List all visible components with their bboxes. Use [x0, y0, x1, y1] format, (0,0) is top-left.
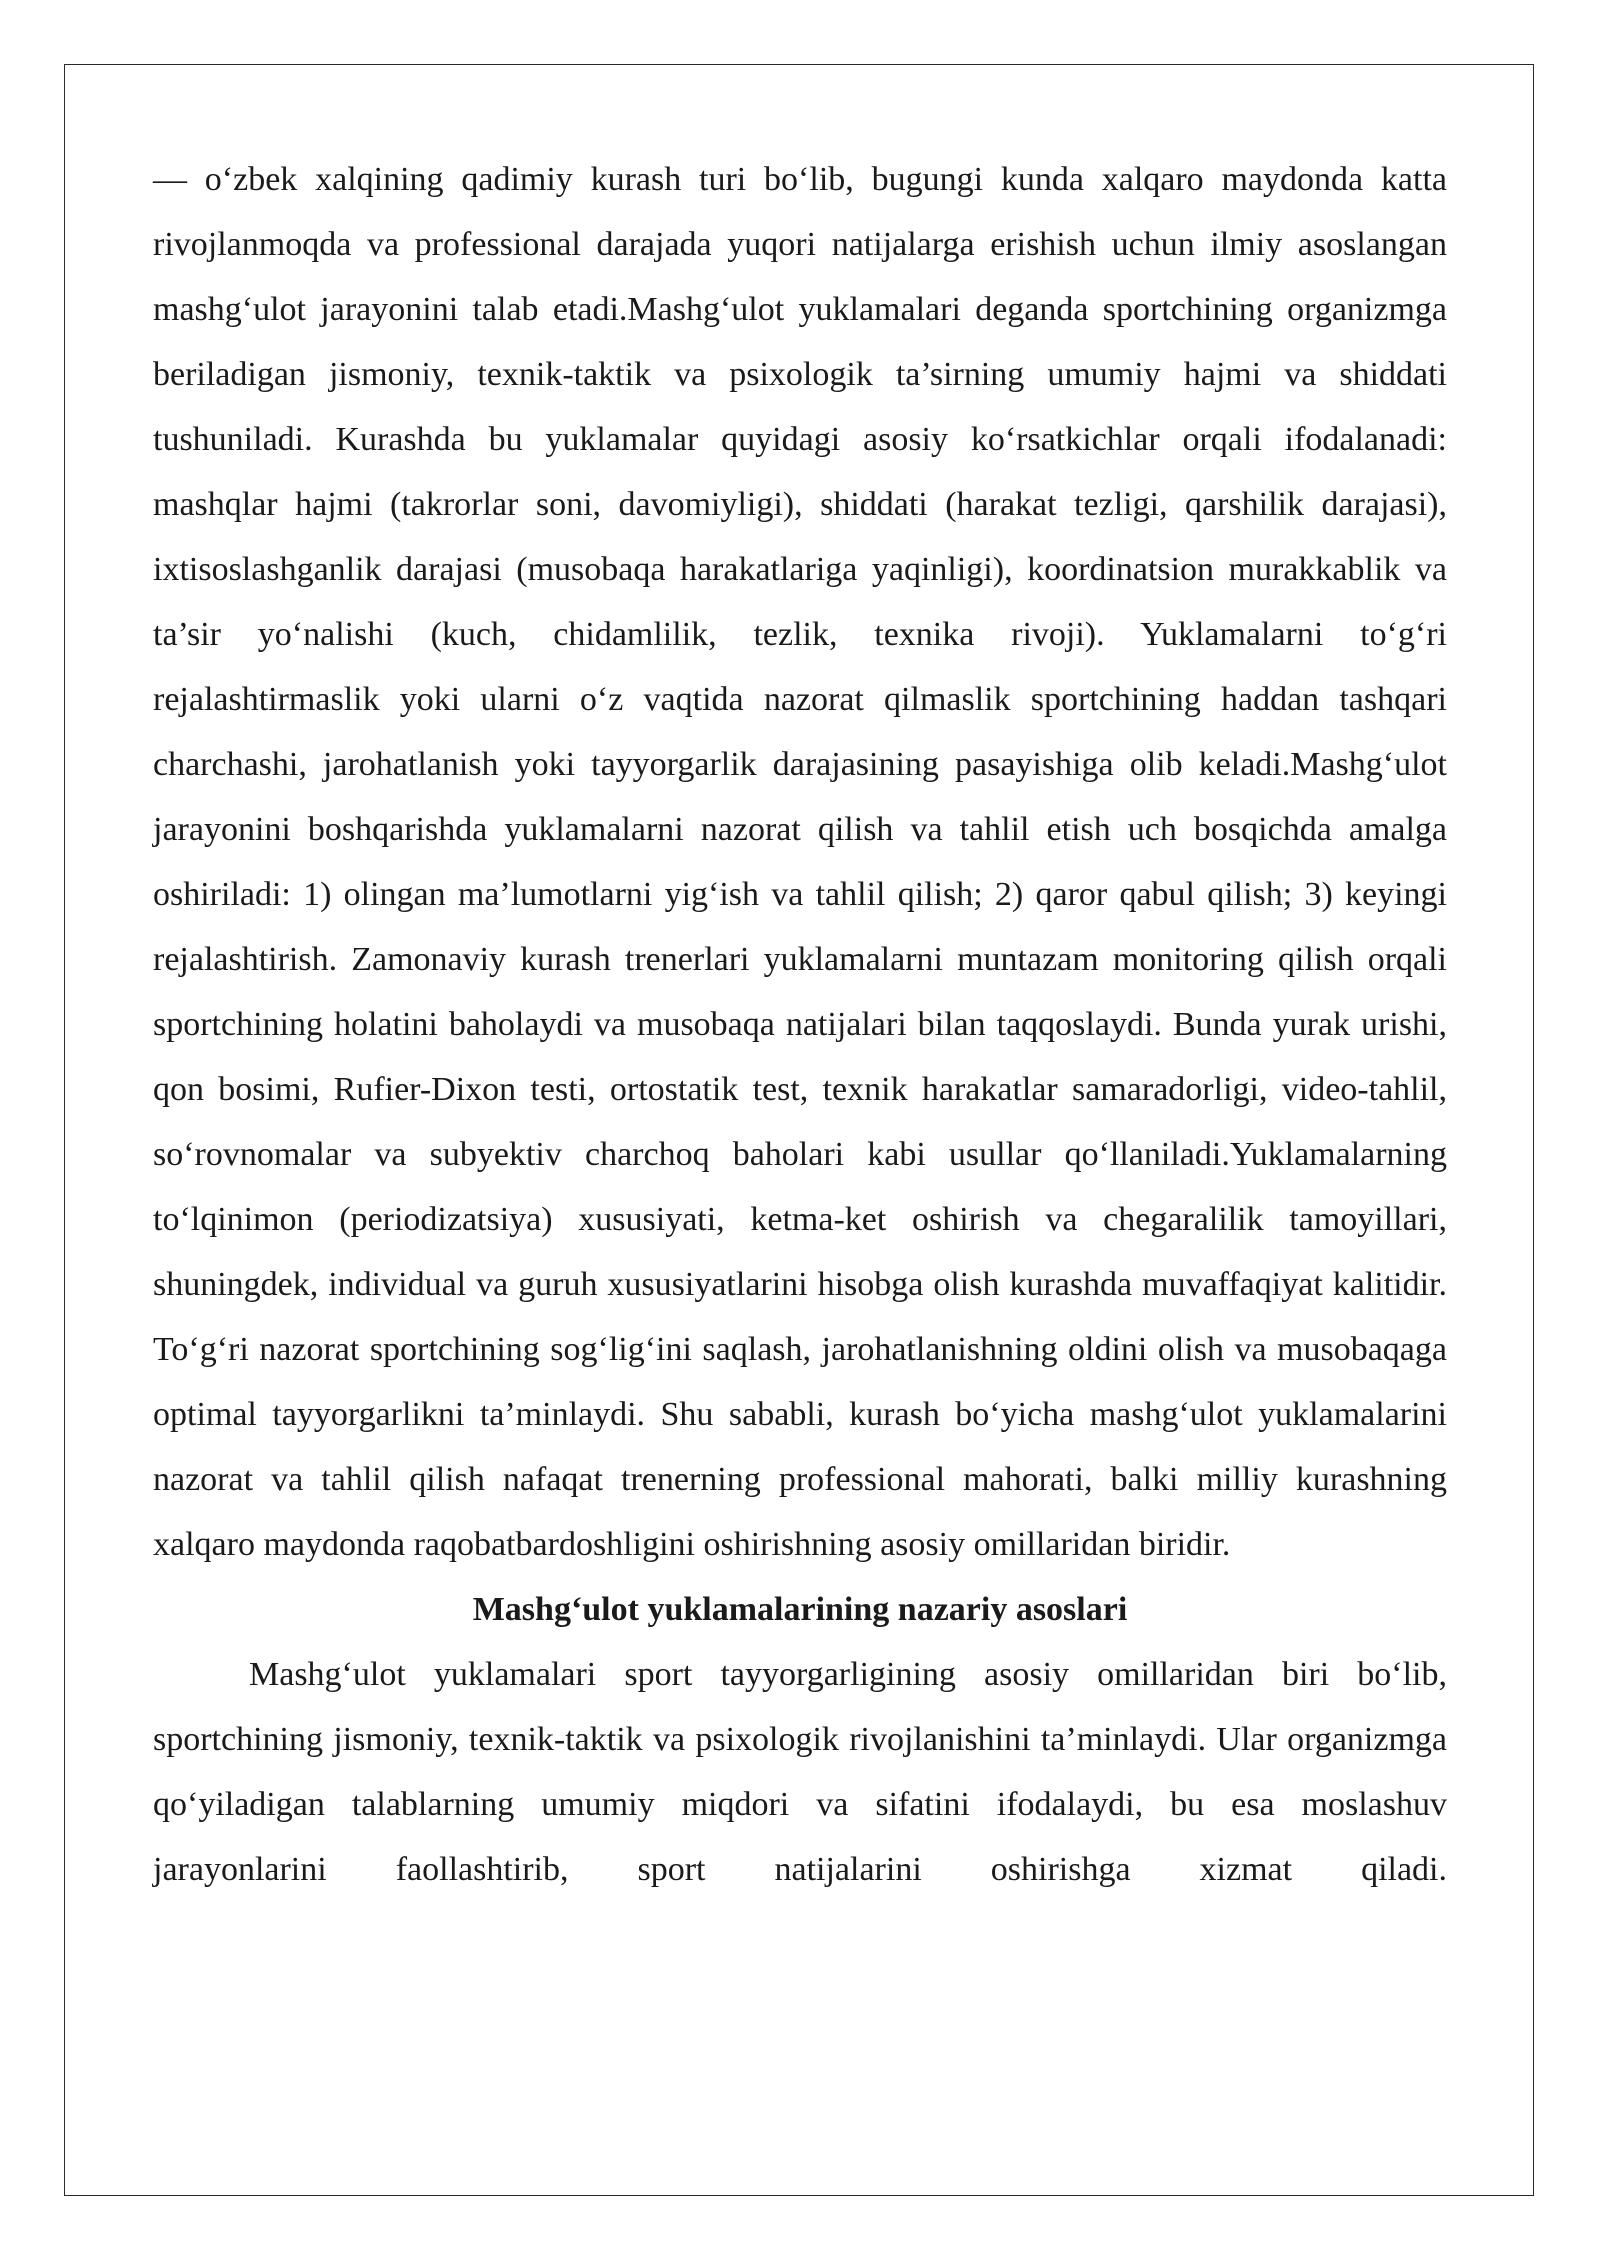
section-heading: Mashg‘ulot yuklamalarining nazariy asoslari	[472, 1591, 1128, 1628]
body-paragraph-1: — o‘zbek xalqining qadimiy kurash turi bo‘lib, bugungi kunda xalqaro maydonda katta rivojlanmoqda va professional darajada yuqori natijalarga erishish uchun ilmiy asoslangan mashg‘ulot jarayonini talab etadi.Mashg‘ulot yuklamalari deganda sportchining organizmga beriladigan jismoniy, texnik-taktik va psixologik ta’sirning umumiy hajmi va shiddati tushuniladi. Kurashda bu yuklamalar quyidagi asosiy ko‘rsatkichlar orqali ifodalanadi: mashqlar hajmi (takrorlar soni, davomiyligi), shiddati (harakat tezligi, qarshilik darajasi), ixtisoslashganlik darajasi (musobaqa harakatlariga yaqinligi), koordinatsion murakkablik va ta’sir yo‘nalishi (kuch, chidamlilik, tezlik, texnika rivoji). Yuklamalarni to‘g‘ri rejalashtirmaslik yoki ularni o‘z vaqtida nazorat qilmaslik sportchining haddan tashqari charchashi, jarohatlanish yoki tayyorgarlik darajasining pasayishiga olib keladi.Mashg‘ulot jarayonini boshqarishda yuklamalarni nazorat qilish va tahlil etish uch bosqichda amalga oshiriladi: 1) olingan ma’lumotlarni yig‘ish va tahlil qilish; 2) qaror qabul qilish; 3) keyingi rejalashtirish. Zamonaviy kurash trenerlari yuklamalarni muntazam monitoring qilish orqali sportchining holatini baholaydi va musobaqa natijalari bilan taqqoslaydi. Bunda yurak urishi, qon bosimi, Rufier-Dixon testi, ortostatik test, texnik harakatlar samaradorligi, video-tahlil, so‘rovnomalar va subyektiv charchoq baholari kabi usullar qo‘llaniladi.Yuklamalarning to‘lqinimon (periodizatsiya) xususiyati, ketma-ket oshirish va chegaralilik tamoyillari, shuningdek, individual va guruh xususiyatlarini hisobga olish kurashda muvaffaqiyat kalitidir. To‘g‘ri nazorat sportchining sog‘lig‘ini saqlash, jarohatlanishning oldini olish va musobaqaga optimal tayyorgarlikni ta’minlaydi. Shu sababli, kurash bo‘yicha mashg‘ulot yuklamalarini nazorat va tahlil qilish nafaqat trenerning professional mahorati, balki milliy kurashning xalqaro maydonda raqobatbardoshligini oshirishning asosiy omillaridan biridir.	[153, 161, 1447, 1563]
body-paragraph-2: Mashg‘ulot yuklamalari sport tayyorgarligining asosiy omillaridan biri bo‘lib, sportchining jismoniy, texnik-taktik va psixologik rivojlanishini ta’minlaydi. Ular organizmga qo‘yiladigan talablarning umumiy miqdori va sifatini ifodalaydi, bu esa moslashuv jarayonlarini faollashtirib, sport natijalarini oshirishga xizmat qiladi.	[153, 1656, 1447, 1888]
document-body	[153, 147, 1447, 1902]
